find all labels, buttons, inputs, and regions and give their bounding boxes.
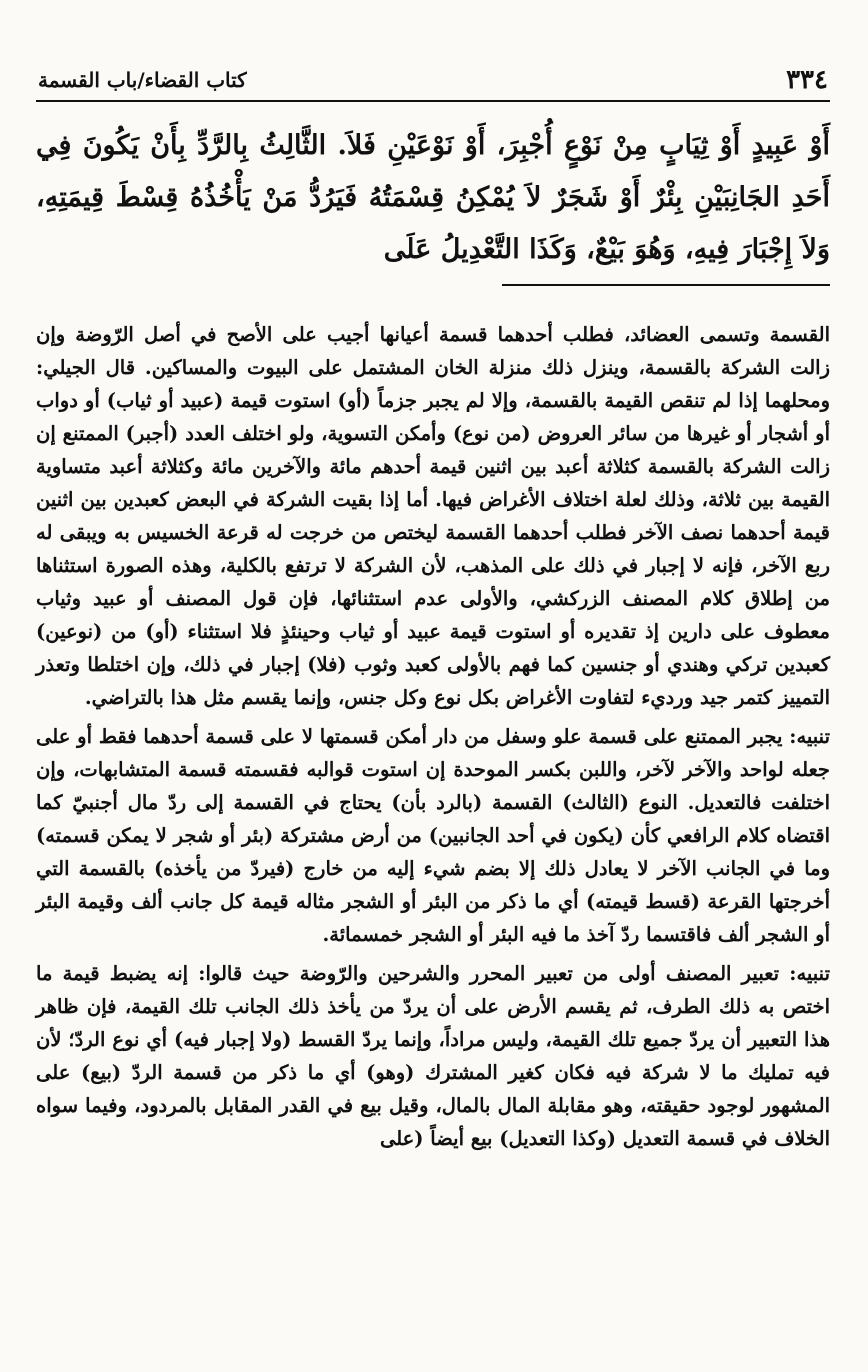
page-number: ٣٣٤	[786, 65, 828, 95]
divider-rule	[502, 284, 830, 286]
page-header	[36, 60, 830, 102]
matn-text: أَوْ عَبِيدٍ أَوْ ثِيَابٍ مِنْ نَوْعٍ أُجْبِرَ، أَوْ نَوْعَيْنِ فَلاَ. الثَّالِثُ بِالرَّدِّ بِأَنْ يَكُونَ فِي أَحَدِ الجَانِبَيْنِ بِئْرٌ أَوْ شَجَرٌ لاَ يُمْكِنُ قِسْمَتُهُ فَيَرُدُّ مَنْ يَأْخُذُهُ قِسْطَ قِيمَتِهِ، وَلاَ إِجْبَارَ فِيهِ، وَهُوَ بَيْعٌ، وَكَذَا التَّعْدِيلُ عَلَى	[36, 130, 830, 265]
book-page	[36, 60, 830, 1155]
commentary-paragraph-1: القسمة وتسمى العضائد، فطلب أحدهما قسمة أعيانها أجيب على الأصح في أصل الرّوضة وإن زالت الشركة بالقسمة، وينزل ذلك منزلة الخان المشتمل على البيوت والمساكين. قال الجيلي: ومحلهما إذا لم تنقص القيمة بالقسمة، وإلا لم يجبر جزماً (أو) استوت قيمة (عبيد أو ثياب) أو دواب أو أشجار أو غيرها من سائر العروض (من نوع) وأمكن التسوية، ولو اختلف العدد (أجبر) الممتنع إن زالت الشركة بالقسمة كثلاثة أعبد بين اثنين قيمة أحدهم مائة والآخرين مائة وكثلاثة أعبد متساوية القيمة بين ثلاثة، وذلك لعلة اختلاف الأغراض فيها. أما إذا بقيت الشركة في البعض كعبدين بين اثنين قيمة أحدهما نصف الآخر فطلب أحدهما القسمة ليختص من خرجت له قرعة الخسيس به ويبقى له ربع الآخر، فإنه لا إجبار في ذلك على المذهب، لأن الشركة لا ترتفع بالكلية، وهذه الصورة استثناها من إطلاق كلام المصنف الزركشي، والأولى عدم استثنائها، فإن قول المصنف أو عبيد وثياب معطوف على دارين إذ تقديره أو استوت قيمة عبيد أو ثياب وحينئذٍ فلا استثناء (أو) من (نوعين) كعبدين تركي وهندي أو جنسين كما فهم بالأولى كعبد وثوب (فلا) إجبار في ذلك، وإن اختلطا وتعذر التمييز كتمر جيد ورديء لتفاوت الأغراض بكل نوع وكل جنس، وإنما يقسم مثل هذا بالتراضي.	[36, 323, 830, 709]
commentary-paragraph-3: تنبيه: تعبير المصنف أولى من تعبير المحرر والشرحين والرّوضة حيث قالوا: إنه يضبط قيمة ما اختص به ذلك الطرف، ثم يقسم الأرض على أن يردّ من يأخذ ذلك الجانب تلك القيمة، فإن ظاهر هذا التعبير أن يردّ جميع تلك القيمة، وليس مراداً، وإنما يردّ القسط (ولا إجبار فيه) أي نوع الردّ؛ لأن فيه تمليك ما لا شركة فيه فكان كغير المشترك (وهو) أي ما ذكر من قسمة الردّ (بيع) على المشهور لوجود حقيقته، وهو مقابلة المال بالمال، وقيل بيع في القدر المقابل بالمردود، وفيما سواه الخلاف في قسمة التعديل (وكذا التعديل) بيع أيضاً (على	[36, 962, 830, 1150]
commentary	[36, 318, 830, 1155]
commentary-paragraph-2: تنبيه: يجبر الممتنع على قسمة علو وسفل من دار أمكن قسمتها لا على قسمة أحدهما فقط أو على جعله لواحد والآخر لآخر، واللبن بكسر الموحدة إن استوت قوالبه فقسمته قسمة المتشابهات، وإن اختلفت فالتعديل. النوع (الثالث) القسمة (بالرد بأن) يحتاج في القسمة إلى ردّ مال أجنبيّ كما اقتضاه كلام الرافعي كأن (يكون في أحد الجانبين) من أرض مشتركة (بئر أو شجر لا يمكن قسمته) وما في الجانب الآخر لا يعادل ذلك إلا بضم شيء إليه من خارج (فيردّ من يأخذه) بالقسمة التي أخرجتها القرعة (قسط قيمته) أي ما ذكر من البئر أو الشجر مثاله قيمة كل جانب ألف وقيمة البئر أو الشجر ألف فاقتسما ردّ آخذ ما فيه البئر أو الشجر خمسمائة.	[36, 725, 830, 946]
running-title: كتاب القضاء/باب القسمة	[38, 68, 247, 92]
